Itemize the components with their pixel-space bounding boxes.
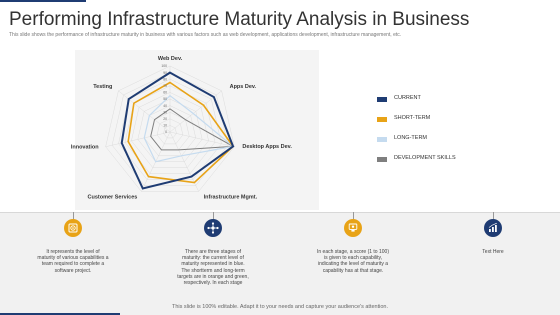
series-current — [122, 70, 233, 189]
axis-label: Innovation — [70, 144, 99, 151]
legend-label-short-term: SHORT-TERM — [394, 115, 431, 121]
axis-label: Testing — [93, 83, 113, 90]
page-subtitle: This slide shows the performance of infrastructure maturity in business with various factors such as web development, applications development, infrastructure management, etc. — [9, 32, 402, 38]
legend-swatch-development-skills — [377, 157, 387, 162]
legend-swatch-long-term — [377, 137, 387, 142]
info-text-4: Text Here — [482, 249, 504, 255]
axis-label: Infrastructure Mgmt. — [203, 194, 258, 201]
info-text-1: It represents the level of maturity of various capabilities a team required to complete a software project. — [37, 249, 109, 274]
tick-label: 40 — [163, 103, 167, 108]
axis-label: Customer Services — [87, 194, 138, 201]
legend-label-current: CURRENT — [394, 95, 421, 101]
legend-swatch-short-term — [377, 117, 387, 122]
footer-note: This slide is 100% editable. Adapt it to your needs and capture your audience's attention. — [172, 304, 388, 310]
axis-label: Web Dev. — [157, 56, 183, 62]
tick-label: 10 — [163, 123, 167, 128]
network-icon — [204, 219, 222, 237]
tick-label: 30 — [163, 110, 167, 115]
target-icon — [64, 219, 82, 237]
tick-label: 20 — [163, 117, 167, 121]
page-title: Performing Infrastructure Maturity Analysis in Business — [9, 9, 470, 30]
info-band-divider — [0, 212, 560, 213]
settings-icon — [344, 219, 362, 237]
axis-label: Desktop Apps Dev. — [242, 144, 292, 151]
tick-label: 100 — [161, 64, 167, 69]
tick-label: 50 — [163, 97, 167, 102]
tick-label: 0 — [165, 130, 167, 135]
axis-spoke — [106, 132, 170, 147]
legend-swatch-current — [377, 97, 387, 102]
legend-label-development-skills: DEVELOPMENT SKILLS — [394, 155, 456, 161]
info-text-3: In each stage, a score (1 to 100) is given to each capability, indicating the level of maturity a capability has at that stage. — [317, 249, 389, 274]
info-text-2: There are three stages of maturity: the current level of maturity represented in blue. The shortterm and long-term targets are in orange and green, respectively. In each stage — [177, 249, 249, 287]
tick-label: 60 — [163, 90, 167, 95]
tick-label: 90 — [163, 70, 167, 75]
legend-label-long-term: LONG-TERM — [394, 135, 427, 141]
growth-chart-icon — [484, 219, 502, 237]
tick-label: 80 — [163, 77, 167, 82]
axis-label: Apps Dev. — [229, 83, 257, 90]
tick-label: 70 — [163, 84, 167, 88]
